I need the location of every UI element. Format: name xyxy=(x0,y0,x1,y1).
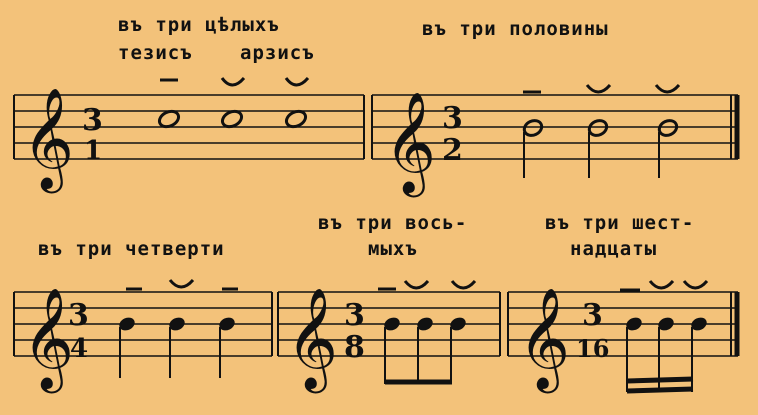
treble-clef-icon: 𝄞 xyxy=(22,86,75,189)
staff-whole xyxy=(14,78,364,194)
label-thesis: тезисъ xyxy=(118,42,193,64)
treble-clef-icon: 𝄞 xyxy=(22,286,75,389)
treble-clef-icon: 𝄞 xyxy=(384,90,437,193)
time-sig-bottom: 4 xyxy=(70,334,89,364)
time-sig-bottom: 2 xyxy=(442,133,463,168)
staff-half xyxy=(372,85,738,198)
accent-short xyxy=(452,281,475,288)
staff-eighth xyxy=(278,281,500,394)
accent-short xyxy=(656,85,679,92)
note-half xyxy=(587,118,609,138)
accent-short xyxy=(684,281,707,288)
label-arsis: арзисъ xyxy=(240,42,315,64)
accent-short xyxy=(650,281,673,288)
beam xyxy=(627,389,693,391)
caption-whole: въ три цѣлыхъ xyxy=(118,14,280,36)
caption-half: въ три половины xyxy=(422,18,609,40)
time-sig-bottom: 1 xyxy=(84,136,103,166)
caption-quarter: въ три четверти xyxy=(38,238,225,260)
time-sig-bottom: 8 xyxy=(344,330,365,365)
accent-short xyxy=(170,280,193,287)
staff-quarter xyxy=(14,280,272,394)
time-sig-top: 3 xyxy=(82,103,103,138)
note-half xyxy=(522,118,544,138)
time-sig-top: 3 xyxy=(344,298,365,333)
time-sig-top: 3 xyxy=(68,298,89,333)
staff-sixteenth xyxy=(508,281,738,394)
time-sig-top: 3 xyxy=(442,101,463,136)
caption-sixteenth-line1: въ три шест- xyxy=(545,212,695,234)
accent-short xyxy=(405,281,428,288)
time-sig-bottom: 16 xyxy=(576,334,610,363)
note-half xyxy=(657,118,679,138)
beam xyxy=(627,379,693,381)
treble-clef-icon: 𝄞 xyxy=(286,286,339,389)
treble-clef-icon: 𝄞 xyxy=(518,286,571,389)
accent-short xyxy=(286,78,308,85)
accent-short xyxy=(587,85,610,92)
caption-eighth-line1: въ три вось- xyxy=(318,212,468,234)
time-sig-top: 3 xyxy=(582,298,603,333)
accent-short xyxy=(222,78,244,85)
caption-sixteenth-line2: надцаты xyxy=(570,238,658,260)
caption-eighth-line2: мыхъ xyxy=(368,238,418,260)
